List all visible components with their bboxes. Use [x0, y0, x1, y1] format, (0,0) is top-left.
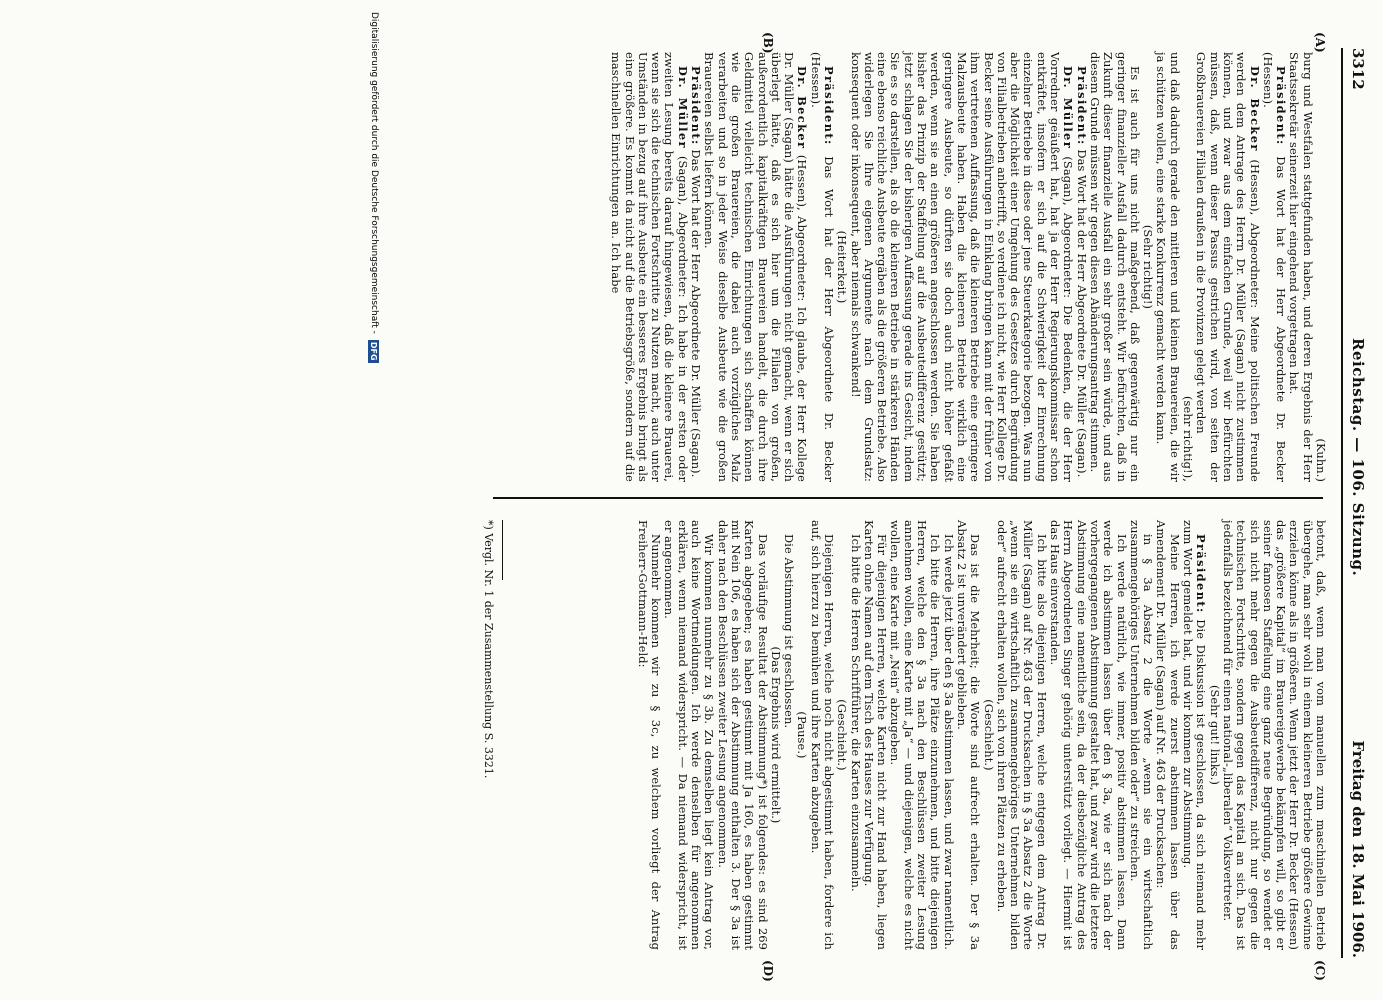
paragraph-text: Die Abstimmung ist geschlossen. [782, 534, 797, 729]
paragraph-text: (Hessen), Abgeordneter: Ich glaube, der Herr Kollege Dr. Müller (Sagan) hätte die Ausführungen nicht gemacht, wenn er sich überlegt hätte, daß es sich hier um die Filialen von großen, außerordentlich kapitalkräftigen Brauereien handelt, die durch ihre Geldmittel vielleicht technischen Einrichtungen sich schaffen können wie die großen Brauereien, die dabei auch vorzügliches Malz verarbeiten und so in jeder Weise dieselbe Ausbeute wie die großen Brauereien selbst liefern können. [702, 52, 810, 482]
digitization-text: Digitalisierung gefördert durch die Deutsche Forschungsgemeinschaft - [369, 12, 379, 334]
page-number: 3312 [1349, 48, 1367, 90]
paragraph [1128, 520, 1155, 950]
paragraph [848, 520, 861, 950]
paragraph-text: burg und Westfalen stattgefunden haben, und deren Ergebnis der Herr Staatssekretär seinerzeit hier eingehend vorgetragen hat. [1287, 52, 1315, 482]
paragraph [1207, 520, 1220, 950]
speaker-name: Dr. Müller [675, 66, 690, 149]
margin-mark-c: (C) [1313, 960, 1327, 981]
paragraph-text: Das vorläufige Resultat der Abstimmung*) ist folgendes: es sind 269 Karten abgegeben; es haben gestimmt mit Ja 160, es haben gestimmt mit Nein 106, es haben sich der Abstimmung enthalten 3. Der § 3a ist daher nach den Beschlüssen zweiter Lesung angenommen. [715, 520, 770, 950]
paragraph [689, 52, 702, 482]
paragraph [888, 520, 941, 950]
paragraph [1074, 52, 1087, 482]
paragraph [769, 520, 782, 950]
speaker-name: Präsident: [1194, 534, 1209, 614]
margin-mark-d: (D) [761, 960, 775, 982]
paragraph-text: betont, daß, wenn man vom manuellen zum maschinellen Betrieb übergehe, man sehr wohl in einem kleineren Betriebe größere Gewinne erzielen könne als in größeren. Wenn jetzt der Herr Dr. Becker (Hessen) das „größere Kapital“ im Brauereigewerbe bekämpfen will, so gibt er seiner famosen Staffelung eine ganz neue Begründung, so wendet er sich nicht mehr gegen die Ausbeutedifferenz, nicht nur gegen die technischen Fortschritte, sondern gegen das Kapital an sich. Das ist jedenfalls bezeichnend für einen national-„liberalen“ Volksvertreter. [1220, 520, 1328, 950]
paragraph [995, 520, 1048, 950]
paragraph [1088, 52, 1141, 482]
paragraph [795, 520, 808, 950]
paragraph [981, 520, 994, 950]
paragraph-text: (Pause.) [795, 711, 810, 759]
paragraph-text: Das Wort hat der Herr Abgeordnete Dr. Müller (Sagan). [689, 145, 704, 478]
paragraph [1181, 52, 1194, 482]
header-rule [1341, 48, 1343, 958]
paragraph-text: (Kuhn.) [1314, 438, 1328, 482]
footnote: *) Vergl. Nr. 1 der Zusammenstellung S. 3321. [482, 520, 495, 779]
page-title: Reichstag. — 106. Sitzung. [1349, 338, 1367, 577]
paragraph-text: (Geschieht.) [981, 699, 996, 771]
paragraph-text: Ich werde natürlich, wie immer, positiv abstimmen lassen. Dann werde ich abstimmen lassen über den § 3a, wie er sich nach der vorhergegangenen Abstimmung gestaltet hat, und zwar wird die letztere Abstimmung eine namentliche sein, da der diesbezügliche Antrag des Herrn Abgeordneten Singer gehörig unterstützt vorliegt. — Hiermit ist das Haus einverstanden. [1048, 520, 1129, 950]
paragraph [1154, 52, 1181, 482]
paragraph-text: (Sagan), Abgeordneter: Ich habe in der ersten oder zweiten Lesung bereits darauf hingewiesen, daß die kleinere Brauerei, wenn sie sich die technischen Fortschritte zu Nutzen macht, auch unter Umständen in bezug auf ihre Ausbeute ein besseres Ergebnis bringt als eine größere. Es kommt da nicht auf die Betriebsgröße, sondern auf die maschinellen Einrichtungen an. Ich habe [609, 52, 690, 483]
paragraph-text: Für diejenigen Herren, welche Karten nicht zur Hand haben, liegen Karten ohne Namen auf dem Tisch des Hauses zur Verfügung. [861, 520, 890, 950]
paragraph-text: (sehr richtig!), [1181, 396, 1196, 482]
paragraph-text: Die Diskussion ist geschlossen, da sich niemand mehr zum Wort gemeldet hat, und wir kommen zur Abstimmung. [1181, 520, 1209, 950]
paragraph-text: Das ist die Mehrheit; die Worte sind aufrecht erhalten. Der § 3a Absatz 2 ist unverändert geblieben. [954, 520, 983, 950]
paragraph [1181, 520, 1208, 950]
paragraph-text: Es ist auch für uns nicht maßgebend, daß gegenwärtig nur ein geringer finanzieller Ausfall dadurch entsteht. Wir befürchten, daß in Zukunft dieser finanzielle Ausfall ein sehr großer sein würde, und aus diesem Grunde müssen wir gegen diesen Abänderungsantrag stimmen. [1087, 52, 1142, 482]
paragraph [835, 520, 848, 950]
paragraph [636, 520, 663, 950]
paragraph [1048, 520, 1128, 950]
paragraph [609, 52, 689, 482]
paragraph-text: Das Wort hat der Herr Abgeordnete Dr. Becker (Hessen). [1260, 52, 1289, 482]
paragraph [1314, 52, 1327, 482]
paragraph-text: in § 3a Absatz 2 die Worte „wenn sie ein wirtschaftlich zusammengehöriges Unternehmen bilden oder“ zu streichen. [1127, 520, 1156, 950]
paragraph-text: Das Wort hat der Herr Abgeordnete Dr. Becker (Hessen). [808, 52, 837, 482]
speaker-name: Dr. Becker [1247, 66, 1262, 152]
paragraph-text: Ich bitte die Herren, ihre Plätze einzunehmen, und bitte diejenigen Herren, welche den § 3a nach den Beschlüssen zweiter Lesung annehmen wollen, eine Karte mit „Ja“ — und diejenigen, welche es nicht wollen, eine Karte mit „Nein“ abzugeben. [888, 520, 943, 950]
left-column [609, 52, 1327, 482]
paragraph [1154, 520, 1181, 950]
paragraph [955, 520, 982, 950]
margin-mark-a: (A) [1313, 32, 1327, 53]
footnote-rule [502, 520, 503, 580]
paragraph-text: (Sagan), Abgeordneter: Die Bedenken, die der Herr Vorredner geäußert hat, hat ja der Herr Regierungskommissar schon entkräftet, insofern er sich auf die Schwierigkeit der Einrechnung einzelner Betriebe in diese oder jene Steuerkategorie bezogen. Was nun aber die Möglichkeit einer Umgehung des Gesetzes durch Begründung von Filialbetrieben anbetrifft, so verdiene ich nicht, wie Herr Kollege Dr. Becker seine Ausführungen in Einklang bringen kann mit der früher von ihm vertretenen Auffassung, daß die kleineren Betriebe eine geringere Malzausbeute haben. Haben die kleineren Betriebe wirklich eine geringere Ausbeute, so dürften sie doch auch nicht höher gefaßt werden, wenn sie an einen größeren angeschlossen werden. Sie haben bisher das Prinzip der Staffelung auf die Ausbeutedifferenz gestützt; jetzt schlagen Sie der bisherigen Auffassung gerade ins Gesicht, indem Sie es so darstellen, als ob die kleineren Betriebe in stärkeren Händen eine ebenso reichliche Ausbeute ergäben als die größeren Betriebe. Also widerlegen Sie Ihre eigenen Argumente nach dem Grundsatz: konsequent oder inkonsequent, aber niemals schwankend! [848, 52, 1076, 482]
paragraph-text: (Sehr richtig!) [1141, 224, 1156, 310]
margin-mark-b: (B) [761, 32, 775, 54]
paragraph [835, 52, 848, 482]
paragraph [1287, 52, 1314, 482]
speaker-name: Präsident: [1074, 66, 1089, 146]
paragraph [848, 52, 1074, 482]
paragraph-text: Nunmehr kommen wir zu § 3c, zu welchem vorliegt der Antrag Freiherr-Gottmann-Held: [635, 520, 664, 950]
paragraph [662, 520, 715, 950]
speaker-name: Präsident: [822, 66, 837, 146]
paragraph-text: Ich bitte die Herren Schriftführer, die Karten einzusammeln. [848, 534, 863, 892]
speaker-name: Dr. Becker [795, 66, 810, 150]
paragraph [808, 520, 835, 950]
paragraph-text: Das Wort hat der Herr Abgeordnete Dr. Müller (Sagan). [1074, 145, 1089, 478]
paragraph-text: und daß dadurch gerade den mittleren und kleinen Brauereien, die wir ja schützen wollen, eine starke Konkurrenz gemacht werden kann. [1154, 52, 1182, 482]
paragraph-text: (Hessen), Abgeordneter: Meine politischen Freunde werden dem Antrage des Herrn Dr. Müller (Sagan) nicht zustimmen können, und zwar aus dem einfachen Grunde, weil wir befürchten müssen, daß, wenn dieser Passus gestrichen wird, von seiten der Großbrauereien Filialen draußen in die Provinzen gelegt werden [1194, 52, 1262, 482]
dfg-logo: DFG [369, 341, 379, 361]
paragraph-text: Wir kommen nunmehr zu § 3b. Zu demselben liegt kein Antrag vor, auch keine Wortmeldungen. Ich werde denselben für angenommen erklären, wenn niemand widerspricht. — Da niemand widerspricht, ist er angenommen. [662, 520, 717, 950]
paragraph [941, 520, 954, 950]
paragraph [1194, 52, 1260, 482]
page-header [1347, 48, 1369, 958]
digitization-note [367, 12, 381, 1000]
paragraph [782, 520, 795, 950]
paragraph [1261, 52, 1288, 482]
paragraph-text: Diejenigen Herren, welche noch nicht abgestimmt haben, fordere ich auf, sich hierzu zu bemühen und ihre Karten abzugeben. [808, 520, 837, 950]
paragraph-text: Meine Herren, ich werde zuerst abstimmen lassen über das Amendement Dr. Müller (Sagan) auf Nr. 463 der Drucksachen: [1154, 520, 1182, 950]
paragraph [1141, 52, 1154, 482]
speaker-name: Präsident: [689, 66, 704, 146]
paragraph [702, 52, 808, 482]
paragraph [862, 520, 889, 950]
paragraph-text: (Das Ergebnis wird ermittelt.) [768, 646, 783, 824]
paragraph [715, 520, 768, 950]
column-divider [493, 497, 1323, 499]
paragraph-text: Ich werde jetzt über den § 3a abstimmen lassen, und zwar namentlich. [941, 534, 956, 950]
right-column [636, 520, 1327, 950]
paragraph [1221, 520, 1327, 950]
paragraph-text: (Heiterkeit.) [835, 230, 850, 304]
paragraph-text: Ich bitte also diejenigen Herren, welche entgegen dem Antrag Dr. Müller (Sagan) auf Nr. 463 der Drucksachen in § 3a Absatz 2 die Worte „wenn sie ein wirtschaftlich zusammengehöriges Unternehmen bilden oder“ aufrecht erhalten wollen, sich von ihren Plätzen zu erheben. [994, 520, 1049, 950]
speaker-name: Dr. Müller [1061, 66, 1076, 150]
paragraph-text: (Geschieht.) [835, 699, 850, 771]
page-date: Freitag den 18. Mai 1906. [1349, 740, 1367, 958]
paragraph-text: (Sehr gut! links.) [1207, 684, 1222, 786]
paragraph [808, 52, 835, 482]
speaker-name: Präsident: [1274, 66, 1289, 146]
